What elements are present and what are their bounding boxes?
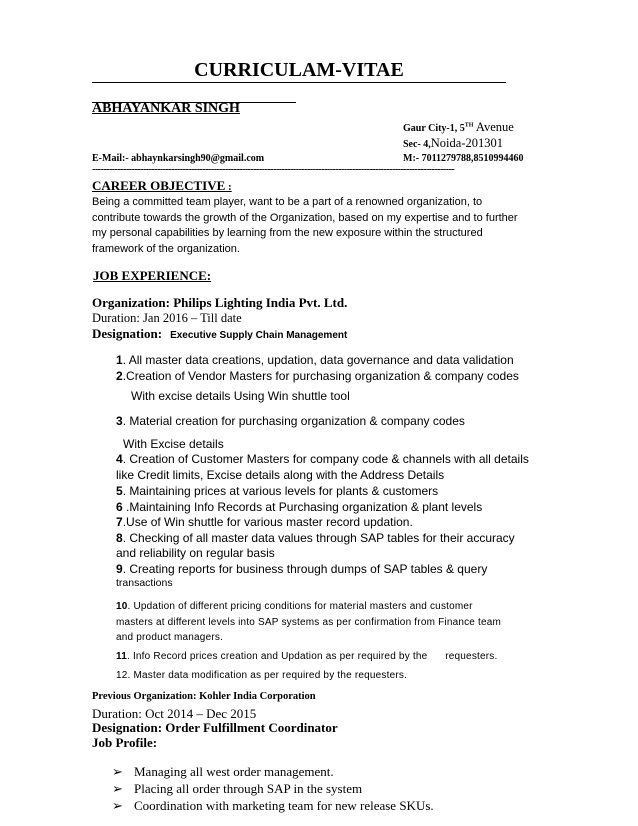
bullet-text: Placing all order through SAP in the system bbox=[134, 781, 363, 796]
duration-1: Duration: Jan 2016 – Till date bbox=[92, 311, 242, 325]
candidate-name: ABHAYANKAR SINGH bbox=[92, 101, 240, 116]
item-text: . Checking of all master data values through SAP tables for their accuracy bbox=[122, 531, 515, 545]
item-text: and product managers. bbox=[116, 632, 224, 643]
item-number: 8 bbox=[116, 531, 123, 545]
career-line: my personal capabilities by learning from the new exposure within the structured bbox=[92, 227, 483, 239]
list-item: like Credit limits, Excise details along with the Address Details bbox=[116, 468, 445, 482]
bullet-text: Coordination with marketing team for new release SKUs. bbox=[134, 798, 434, 813]
job-profile-heading: Job Profile: bbox=[92, 735, 158, 750]
bullet-item bbox=[112, 764, 334, 780]
designation-2: Designation: Order Fulfillment Coordinator bbox=[92, 720, 338, 735]
item-text: . All master data creations, updation, data governance and data validation bbox=[122, 353, 514, 367]
item-number: 2 bbox=[116, 369, 123, 383]
separator-line: -------------------------------------------------------------------------------------------------------------------------------- bbox=[92, 164, 455, 175]
list-item bbox=[116, 452, 529, 468]
item-number: 7 bbox=[116, 515, 123, 529]
career-heading-colon: : bbox=[225, 181, 232, 193]
bullet-text: Managing all west order management. bbox=[134, 764, 334, 779]
item-number: 1 bbox=[116, 353, 123, 367]
item-text: . Updation of different pricing conditions for material masters and customer bbox=[127, 601, 473, 612]
previous-organization: Previous Organization: Kohler India Corporation bbox=[92, 691, 316, 702]
item-text: masters at different levels into SAP systems as per confirmation from Finance team bbox=[116, 616, 502, 628]
item-text: .Maintaining Info Records at Purchasing organization & plant levels bbox=[122, 500, 483, 514]
item-text: . Creation of Customer Masters for company code & channels with all details bbox=[122, 452, 529, 466]
list-item: transactions bbox=[116, 577, 173, 589]
organization-1: Organization: Philips Lighting India Pvt. Ltd. bbox=[92, 295, 348, 310]
duration-2: Duration: Oct 2014 – Dec 2015 bbox=[92, 706, 257, 721]
arrow-bullet-icon: ➢ bbox=[112, 781, 123, 796]
designation-label: Designation: bbox=[92, 326, 163, 341]
arrow-bullet-icon: ➢ bbox=[112, 798, 123, 813]
list-item bbox=[116, 515, 413, 531]
arrow-bullet-icon: ➢ bbox=[112, 764, 123, 779]
address-city: Noida-201301 bbox=[430, 136, 503, 150]
item-text: .Use of Win shuttle for various master record updation. bbox=[122, 515, 413, 529]
list-item bbox=[116, 369, 519, 385]
list-item bbox=[116, 484, 438, 500]
career-objective-heading bbox=[92, 177, 232, 195]
career-objective-paragraph bbox=[92, 195, 518, 257]
bullet-item bbox=[112, 798, 434, 814]
list-item-11 bbox=[116, 649, 497, 665]
job-experience-heading: JOB EXPERIENCE: bbox=[93, 268, 212, 283]
list-item: With excise details Using Win shuttle tool bbox=[131, 389, 350, 403]
address-sector: Sec- 4, bbox=[403, 139, 431, 150]
item-text: . Maintaining prices at various levels for plants & customers bbox=[122, 484, 439, 498]
list-item-12: 12. Master data modification as per required by the requesters. bbox=[116, 670, 408, 681]
item-number: 6 bbox=[116, 500, 123, 514]
career-heading-text: CAREER OBJECTIVE bbox=[92, 178, 226, 193]
list-item bbox=[116, 531, 515, 547]
item-text: . Material creation for purchasing organization & company codes bbox=[122, 414, 465, 428]
designation-1-value: Executive Supply Chain Management bbox=[170, 330, 348, 341]
career-line: contribute towards the growth of the Organization, based on my expertise and to further bbox=[92, 211, 518, 224]
list-item bbox=[116, 500, 482, 516]
item-number: 11 bbox=[116, 651, 127, 662]
list-item: With Excise details bbox=[123, 437, 224, 451]
career-line: Being a committed team player, want to be a part of a renowned organization, to bbox=[92, 196, 483, 208]
item-number: 5 bbox=[116, 484, 123, 498]
list-item-10 bbox=[116, 599, 501, 646]
item-text: . Info Record prices creation and Updation as per required by the requesters. bbox=[126, 651, 498, 662]
list-item: and reliability on regular basis bbox=[116, 546, 275, 560]
list-item bbox=[116, 353, 514, 369]
address-line-2 bbox=[403, 136, 503, 151]
list-item bbox=[116, 414, 465, 430]
bullet-item bbox=[112, 781, 362, 797]
mobile-text: M:- 7011279788,8510994460 bbox=[403, 153, 524, 164]
list-item bbox=[116, 562, 487, 578]
address-avenue: Avenue bbox=[473, 120, 514, 134]
item-number: 3 bbox=[116, 414, 123, 428]
item-number: 10 bbox=[116, 601, 128, 612]
document-title: CURRICULAM-VITAE bbox=[92, 58, 506, 83]
career-line: framework of the organization. bbox=[92, 242, 240, 255]
address-superscript: TH bbox=[464, 122, 474, 129]
name-underline-rule bbox=[92, 78, 296, 103]
item-text: .Creation of Vendor Masters for purchasing organization & company codes bbox=[122, 369, 519, 383]
designation-1-row bbox=[92, 325, 347, 343]
address-line-1 bbox=[403, 120, 514, 135]
item-number: 4 bbox=[116, 452, 123, 466]
item-number: 9 bbox=[116, 562, 123, 576]
address-street: Gaur City-1, 5 bbox=[403, 123, 465, 134]
item-text: . Creating reports for business through dumps of SAP tables & query bbox=[122, 562, 488, 576]
email-text: E-Mail:- abhaynkarsingh90@gmail.com bbox=[92, 153, 265, 164]
